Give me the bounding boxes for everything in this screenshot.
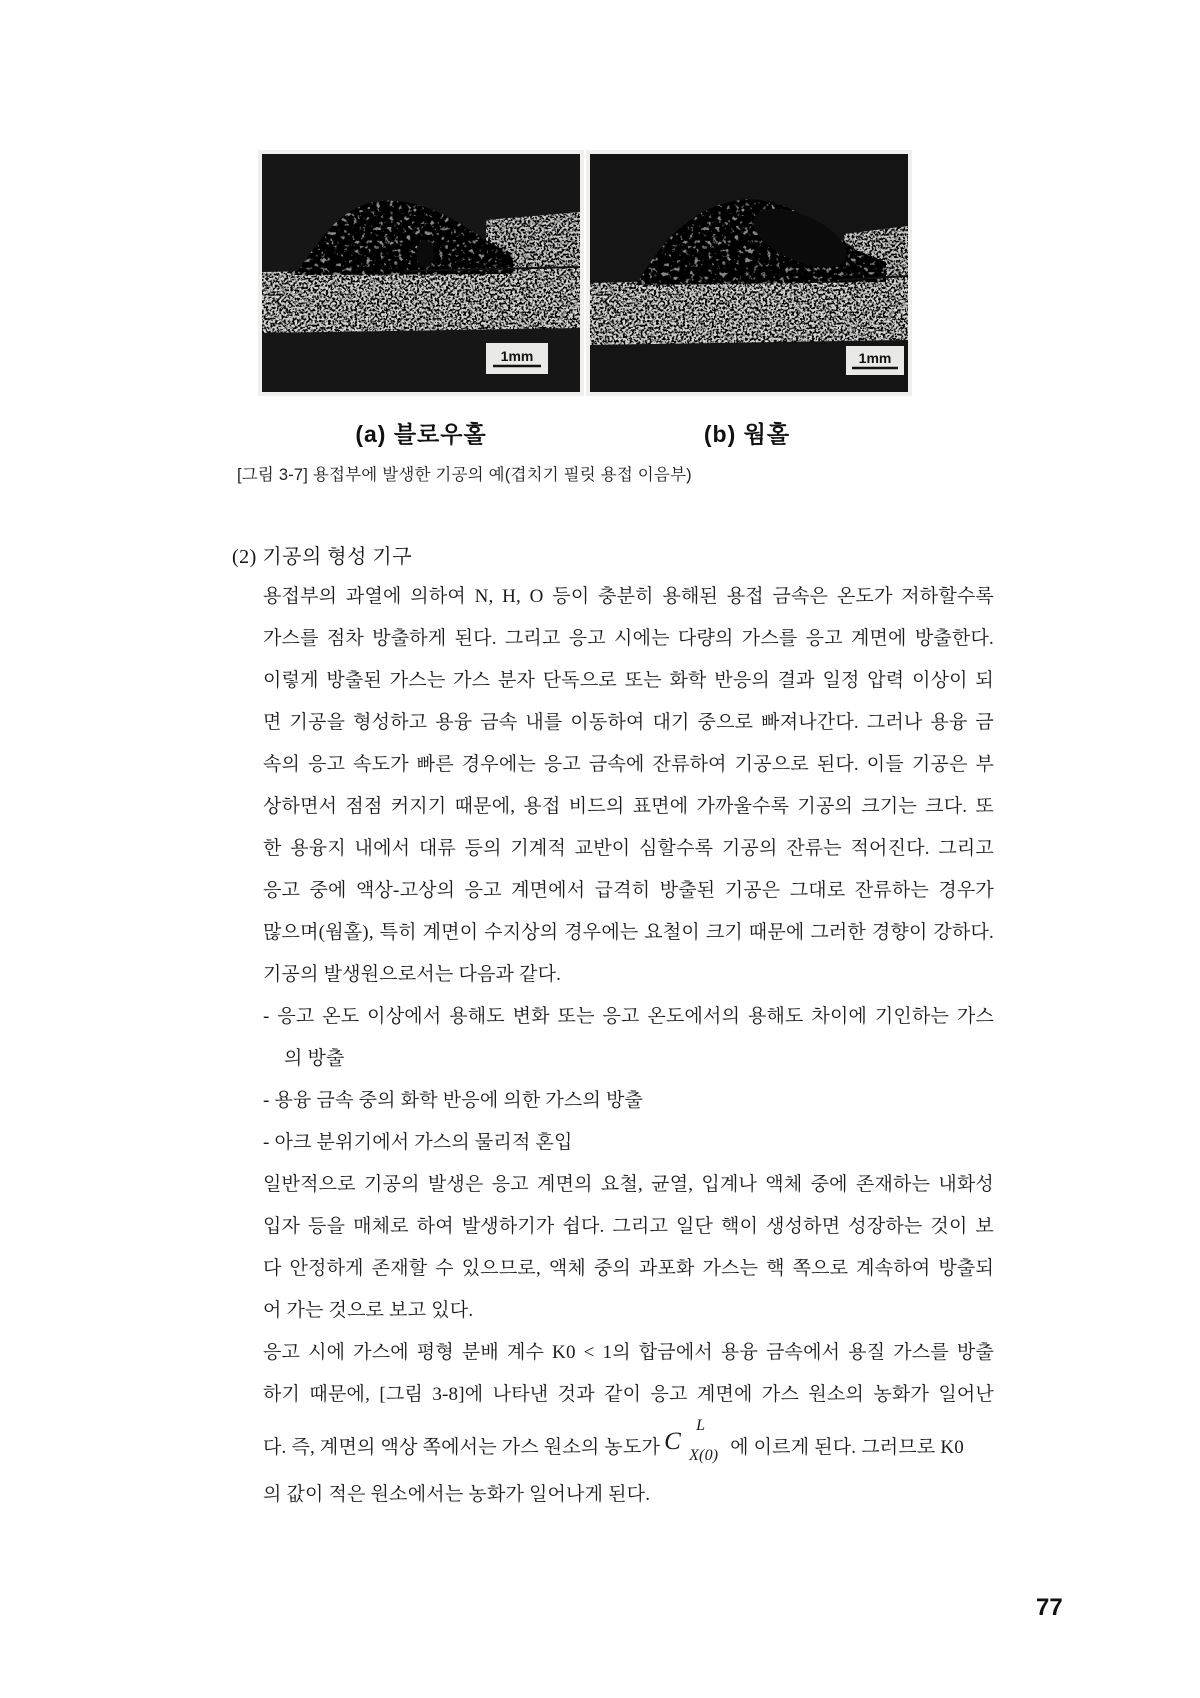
formula-line-before: 다. 즉, 계면의 액상 쪽에서는 가스 원소의 농도가 — [263, 1436, 661, 1458]
formula-superscript: L — [696, 1417, 706, 1434]
body-text-line: 가스를 점차 방출하게 된다. 그리고 응고 시에는 다량의 가스를 응고 계면에 방출한다. — [263, 628, 994, 649]
body-text-line: 응고 중에 액상-고상의 응고 계면에서 급격히 방출된 기공은 그대로 잔류하는 경우가 — [263, 880, 994, 901]
scale-bar-label: 1mm — [500, 348, 534, 364]
micrograph-wormhole-image — [590, 154, 908, 392]
panel-b-label: (b) 웜홀 — [703, 421, 791, 447]
body-formula-line — [263, 1416, 994, 1474]
micrograph-wormhole — [586, 150, 912, 396]
body-text-line: 일반적으로 기공의 발생은 응고 계면의 요철, 균열, 입계나 액체 중에 존재하는 내화성 — [263, 1174, 994, 1195]
panel-a-label: (a) 블로우홀 — [355, 421, 487, 447]
body-text-line: 기공의 발생원으로서는 다음과 같다. — [263, 964, 562, 985]
body-text-line: 하기 때문에, [그림 3-8]에 나타낸 것과 같이 응고 계면에 가스 원소의 농화가 일어난 — [263, 1384, 994, 1405]
base-plate — [590, 275, 908, 345]
blowhole-pore — [416, 240, 434, 268]
body-text — [263, 576, 994, 1516]
formula-line-after: 에 이르게 된다. 그러므로 K0 — [730, 1436, 964, 1458]
micrograph-blowhole-image — [262, 154, 580, 392]
section-heading: (2) 기공의 형성 기구 — [232, 546, 413, 568]
body-text-line: 한 용융지 내에서 대류 등의 기계적 교반이 심할수록 기공의 잔류는 적어진다. 그리고 — [263, 838, 994, 859]
body-text-line: 의 값이 적은 원소에서는 농화가 일어나게 된다. — [263, 1484, 651, 1505]
body-text-line: 다 안정하게 존재할 수 있으므로, 액체 중의 과포화 가스는 핵 쪽으로 계속하여 방출되 — [263, 1258, 995, 1279]
formula-variable: C — [664, 1428, 681, 1455]
list-item-line: - 용융 금속 중의 화학 반응에 의한 가스의 방출 — [263, 1090, 644, 1111]
list-item-line: - 아크 분위기에서 가스의 물리적 혼입 — [263, 1132, 573, 1153]
body-text-line: 용접부의 과열에 의하여 N, H, O 등이 충분히 용해된 용접 금속은 온도가 저하할수록 — [263, 586, 994, 607]
figure-caption: [그림 3-7] 용접부에 발생한 기공의 예(겹치기 필릿 용접 이음부) — [237, 466, 692, 484]
body-text-line: 응고 시에 가스에 평형 분배 계수 K0 < 1의 합금에서 용융 금속에서 용질 가스를 방출 — [263, 1342, 994, 1363]
body-text-line: 속의 응고 속도가 빠른 경우에는 응고 금속에 잔류하여 기공으로 된다. 이들 기공은 부 — [263, 754, 994, 775]
list-item-line: - 응고 온도 이상에서 용해도 변화 또는 응고 온도에서의 용해도 차이에 기인하는 가스 — [263, 1006, 994, 1027]
micrograph-blowhole — [258, 150, 584, 396]
body-text-line: 이렇게 방출된 가스는 가스 분자 단독으로 또는 화학 반응의 결과 일정 압력 이상이 되 — [263, 670, 994, 691]
page-number: 77 — [1036, 1594, 1063, 1621]
scale-bar — [846, 346, 904, 375]
body-text-line: 어 가는 것으로 보고 있다. — [263, 1300, 474, 1321]
formula-subscript: X(0) — [689, 1447, 719, 1464]
list-item-wrap-line: 의 방출 — [284, 1048, 345, 1069]
scale-bar — [486, 343, 548, 374]
scale-bar-label: 1mm — [858, 350, 892, 366]
base-plate — [262, 266, 580, 333]
body-text-line: 많으며(웜홀), 특히 계면이 수지상의 경우에는 요철이 크기 때문에 그러한 경향이 강하다. — [263, 922, 994, 943]
concentration-formula — [662, 1418, 728, 1472]
body-text-line: 입자 등을 매체로 하여 발생하기가 쉽다. 그리고 일단 핵이 생성하면 성장하는 것이 보 — [263, 1216, 994, 1237]
body-text-line: 상하면서 점점 커지기 때문에, 용접 비드의 표면에 가까울수록 기공의 크기는 크다. 또 — [263, 796, 994, 817]
body-text-line: 면 기공을 형성하고 용융 금속 내를 이동하여 대기 중으로 빠져나간다. 그러나 용융 금 — [263, 712, 994, 733]
